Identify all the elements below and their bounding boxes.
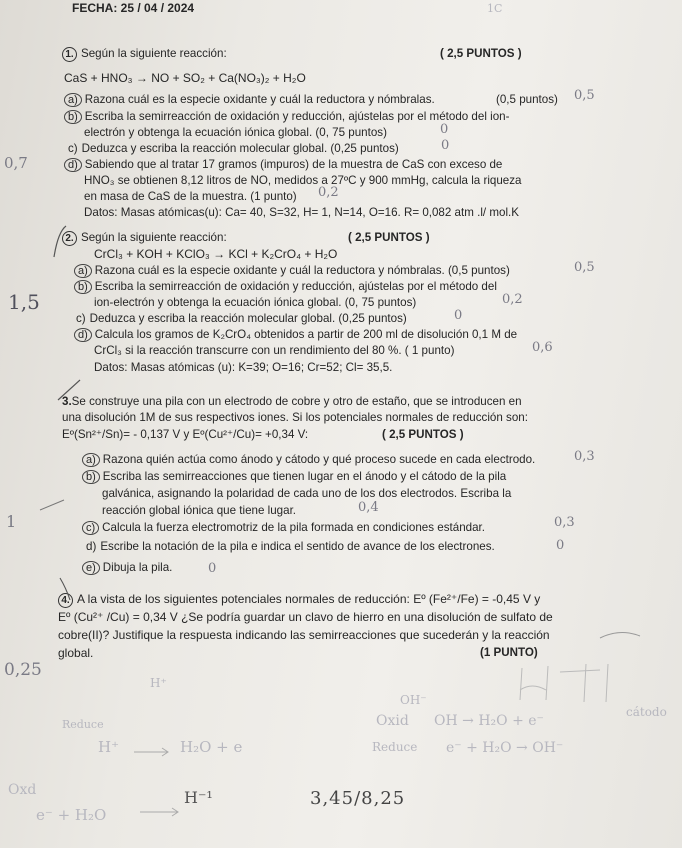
q4-points: (1 PUNTO) (480, 646, 538, 659)
q2c-grade: 0 (454, 308, 463, 323)
q3b-line1: Escriba las semirreacciones que tienen lugar en el ánodo y el cátodo de la pila (102, 470, 507, 483)
q1-points: ( 2,5 PUNTOS ) (440, 47, 522, 60)
q1-number: 1. (62, 47, 77, 62)
q1b-grade: 0 (440, 122, 449, 137)
q4-tick-mark (60, 578, 70, 600)
q1b-label: b) (64, 110, 82, 124)
q2c-label: c) (76, 312, 86, 325)
q2b-label: b) (74, 280, 92, 294)
hw-ox-left: Oxd (8, 782, 37, 798)
q1d-line1: Sabiendo que al tratar 17 gramos (impuros) de la muestra de CaS con exceso de (84, 158, 503, 171)
q4-number: 4. (58, 593, 73, 608)
q1-data: Datos: Masas atómicas(u): Ca= 40, S=32, H= 1, N=14, O=16. R= 0,082 atm .l/ mol.K (84, 206, 519, 219)
q3a-text: Razona quién actúa como ánodo y cátodo y qué proceso sucede en cada electrodo. (102, 453, 536, 466)
hw-catodo: cátodo (626, 705, 667, 719)
q2d-line1: Calcula los gramos de K₂CrO₄ obtenidos a partir de 200 ml de disolución 0,1 M de (94, 328, 518, 341)
hw-oxid-eq: OH → H₂O + e⁻ (434, 713, 544, 729)
q2d-label: d) (74, 328, 92, 342)
hw-h-plus-1: H⁺ (150, 676, 167, 690)
q3-total: 1 (6, 512, 17, 531)
q1d-grade: 0,2 (318, 185, 339, 200)
hw-reduce: Reduce (372, 740, 418, 754)
q1a-points: (0,5 puntos) (496, 93, 558, 106)
q2b-grade: 0,2 (502, 292, 523, 307)
q3b-grade: 0,4 (358, 500, 379, 515)
q2b-line1: Escriba la semirreacción de oxidación y reducción, ajústelas por el método del (94, 280, 497, 293)
q3-line1: Se construye una pila con un electrodo de cobre y otro de estaño, que se introducen en (71, 395, 522, 408)
q2-points: ( 2,5 PUNTOS ) (348, 231, 430, 244)
hw-score: 3,45/8,25 (310, 788, 406, 809)
q2c-text: Deduzca y escriba la reacción molecular global. (0,25 puntos) (89, 312, 407, 325)
q1b-line2: electrón y obtenga la ecuación iónica global. (0, 75 puntos) (84, 126, 387, 139)
q1d-label: d) (64, 158, 82, 172)
q3c-text: Calcula la fuerza electromotriz de la pila formada en condiciones estándar. (102, 521, 485, 534)
exam-date: FECHA: 25 / 04 / 2024 (72, 1, 195, 15)
q4-line1: A la vista de los siguientes potenciales normales de reducción: Eº (Fe²⁺/Fe) = -0,45 V y (77, 592, 541, 606)
q1d-line2: HNO₃ se obtienen 8,12 litros de NO, medidos a 27ºC y 900 mmHg, calcula la riqueza (84, 174, 522, 187)
q1a-grade: 0,5 (574, 88, 595, 103)
q3c-grade: 0,3 (554, 515, 575, 530)
arrow-2-icon (140, 808, 178, 816)
q3a-grade: 0,3 (574, 449, 595, 464)
q2a-label: a) (74, 264, 92, 278)
q4-line3: cobre(II)? Justifique la respuesta indicando las semirreacciones que sucederán y la reacción (58, 628, 550, 642)
q3c-label: c) (82, 521, 99, 535)
q3d-grade: 0 (556, 538, 565, 553)
cell-sketch-left (520, 666, 548, 700)
q3-slash-mark (58, 380, 80, 400)
q2-number: 2. (62, 231, 77, 246)
hw-h-minus: H⁻¹ (184, 788, 213, 807)
hw-h-plus-2: H⁺ (98, 738, 119, 756)
q2-data: Datos: Masas atómicas (u): K=39; O=16; Cr=52; Cl= 35,5. (94, 361, 393, 374)
hw-faint-left: Reduce (62, 718, 104, 731)
q2-intro: Según la siguiente reacción: (81, 231, 227, 244)
hw-reduce-eq: e⁻ + H₂O → OH⁻ (446, 740, 564, 756)
hw-e-h2o: e⁻ + H₂O (36, 806, 107, 824)
hw-h2o-1: H₂O + e (180, 738, 243, 756)
reaction-circle-mark (600, 632, 640, 638)
q3-side-mark (40, 500, 64, 510)
q1c-text: Deduzca y escriba la reacción molecular global. (0,25 puntos) (81, 142, 399, 155)
hw-oxid: Oxid (376, 713, 409, 729)
q2b-line2: ion-electrón y obtenga la ecuación iónica global. (0, 75 puntos) (94, 296, 417, 309)
q3-points: ( 2,5 PUNTOS ) (382, 428, 464, 441)
q2-total: 1,5 (8, 290, 40, 314)
salt-bridge-sketch (560, 670, 600, 672)
q3-line3: Eº(Sn²⁺/Sn)= - 0,137 V y Eº(Cu²⁺/Cu)= +0,34 V: (62, 428, 309, 441)
q2-reaction: CrCl₃ + KOH + KClO₃ → KCl + K₂CrO₄ + H₂O (94, 247, 338, 261)
q3-number: 3. (62, 395, 72, 408)
q4-line4: global. (58, 646, 94, 660)
q1c-grade: 0 (441, 138, 450, 153)
q3d-text: Escribe la notación de la pila e indica el sentido de avance de los electrones. (100, 540, 495, 553)
q4-total: 0,25 (4, 660, 42, 680)
q3a-label: a) (82, 453, 100, 467)
q1-total: 0,7 (4, 154, 28, 172)
hw-oh-left: OH⁻ (400, 693, 427, 707)
arrow-1-icon (134, 748, 168, 756)
q3b-line3: reacción global iónica que tiene lugar. (102, 504, 297, 517)
q3b-label: b) (82, 470, 100, 484)
q1a-label: a) (64, 93, 82, 107)
q4-line2: Eº (Cu²⁺ /Cu) = 0,34 V ¿Se podría guardar un clavo de hierro en una disolución de sulfato de (58, 610, 553, 624)
q2-tick-mark (54, 226, 66, 257)
corner-mark: 1C (487, 2, 503, 15)
q1a-text: Razona cuál es la especie oxidante y cuál la reductora y nómbralas. (84, 93, 435, 106)
q2d-grade: 0,6 (532, 340, 553, 355)
q1-intro: Según la siguiente reacción: (81, 47, 227, 60)
q2a-text: Razona cuál es la especie oxidante y cuál la reductora y nómbralas. (0,5 puntos) (94, 264, 510, 277)
q3b-line2: galvánica, asignando la polaridad de cada uno de los dos electrodos. Escriba la (102, 487, 512, 500)
q3e-grade: 0 (208, 561, 217, 576)
q1d-line3: en masa de CaS de la muestra. (1 punto) (84, 190, 297, 203)
q1c-label: c) (68, 142, 78, 155)
q2d-line2: CrCl₃ si la reacción transcurre con un rendimiento del 80 %. ( 1 punto) (94, 344, 455, 357)
q3e-label: e) (82, 561, 100, 575)
q2a-grade: 0,5 (574, 260, 595, 275)
q3-line2: una disolución 1M de sus respectivos iones. Si los potenciales normales de reducción son: (62, 411, 528, 424)
q1b-line1: Escriba la semirreacción de oxidación y reducción, ajústelas por el método del ion- (84, 110, 510, 123)
q1-reaction: CaS + HNO₃ → NO + SO₂ + Ca(NO₃)₂ + H₂O (64, 71, 306, 85)
q3d-label: d) (86, 540, 97, 553)
q3e-text: Dibuja la pila. (102, 561, 173, 574)
